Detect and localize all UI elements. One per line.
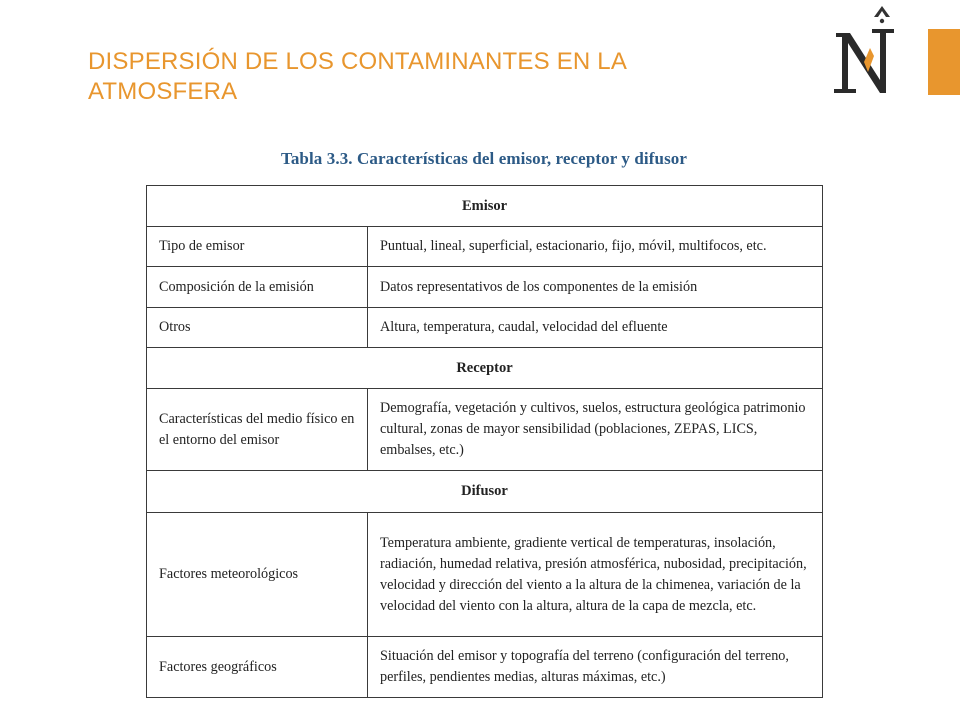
row-value: Temperatura ambiente, gradiente vertical de temperaturas, insolación, radiación, humedad relativa, presión atmosférica, nubosidad, precipitación, velocidad y dirección del viento a la altura de la chimenea, variación de la velocidad del viento con la altura, altura de la capa de mezcla, etc. bbox=[368, 513, 823, 637]
table-row bbox=[147, 513, 823, 637]
row-label: Características del medio físico en el entorno del emisor bbox=[147, 389, 368, 471]
row-value: Datos representativos de los componentes de la emisión bbox=[368, 267, 823, 308]
slide-title: DISPERSIÓN DE LOS CONTAMINANTES EN LA ATMOSFERA bbox=[88, 48, 626, 105]
row-value: Puntual, lineal, superficial, estacionario, fijo, móvil, multifocos, etc. bbox=[368, 227, 823, 267]
section-header-row bbox=[147, 471, 823, 513]
row-label: Factores geográficos bbox=[147, 637, 368, 698]
table-row bbox=[147, 389, 823, 471]
section-header-difusor: Difusor bbox=[147, 471, 823, 513]
table-caption: Tabla 3.3. Características del emisor, receptor y difusor bbox=[280, 149, 688, 168]
row-value: Altura, temperatura, caudal, velocidad del efluente bbox=[368, 308, 823, 348]
logo-accent-bar bbox=[928, 29, 960, 95]
row-label: Otros bbox=[147, 308, 368, 348]
table-row bbox=[147, 308, 823, 348]
section-header-emisor: Emisor bbox=[147, 186, 823, 227]
row-value: Demografía, vegetación y cultivos, suelos, estructura geológica patrimonio cultural, zonas de mayor sensibilidad (poblaciones, ZEPAS, LICS, embalses, etc.) bbox=[368, 389, 823, 471]
row-label: Factores meteorológicos bbox=[147, 513, 368, 637]
row-label: Composición de la emisión bbox=[147, 267, 368, 308]
row-label: Tipo de emisor bbox=[147, 227, 368, 267]
characteristics-table bbox=[146, 185, 823, 698]
table-row bbox=[147, 637, 823, 698]
table-row bbox=[147, 227, 823, 267]
section-header-row bbox=[147, 348, 823, 389]
section-header-row bbox=[147, 186, 823, 227]
table-row bbox=[147, 267, 823, 308]
row-value: Situación del emisor y topografía del terreno (configuración del terreno, perfiles, pendientes medias, alturas máximas, etc.) bbox=[368, 637, 823, 698]
section-header-receptor: Receptor bbox=[147, 348, 823, 389]
